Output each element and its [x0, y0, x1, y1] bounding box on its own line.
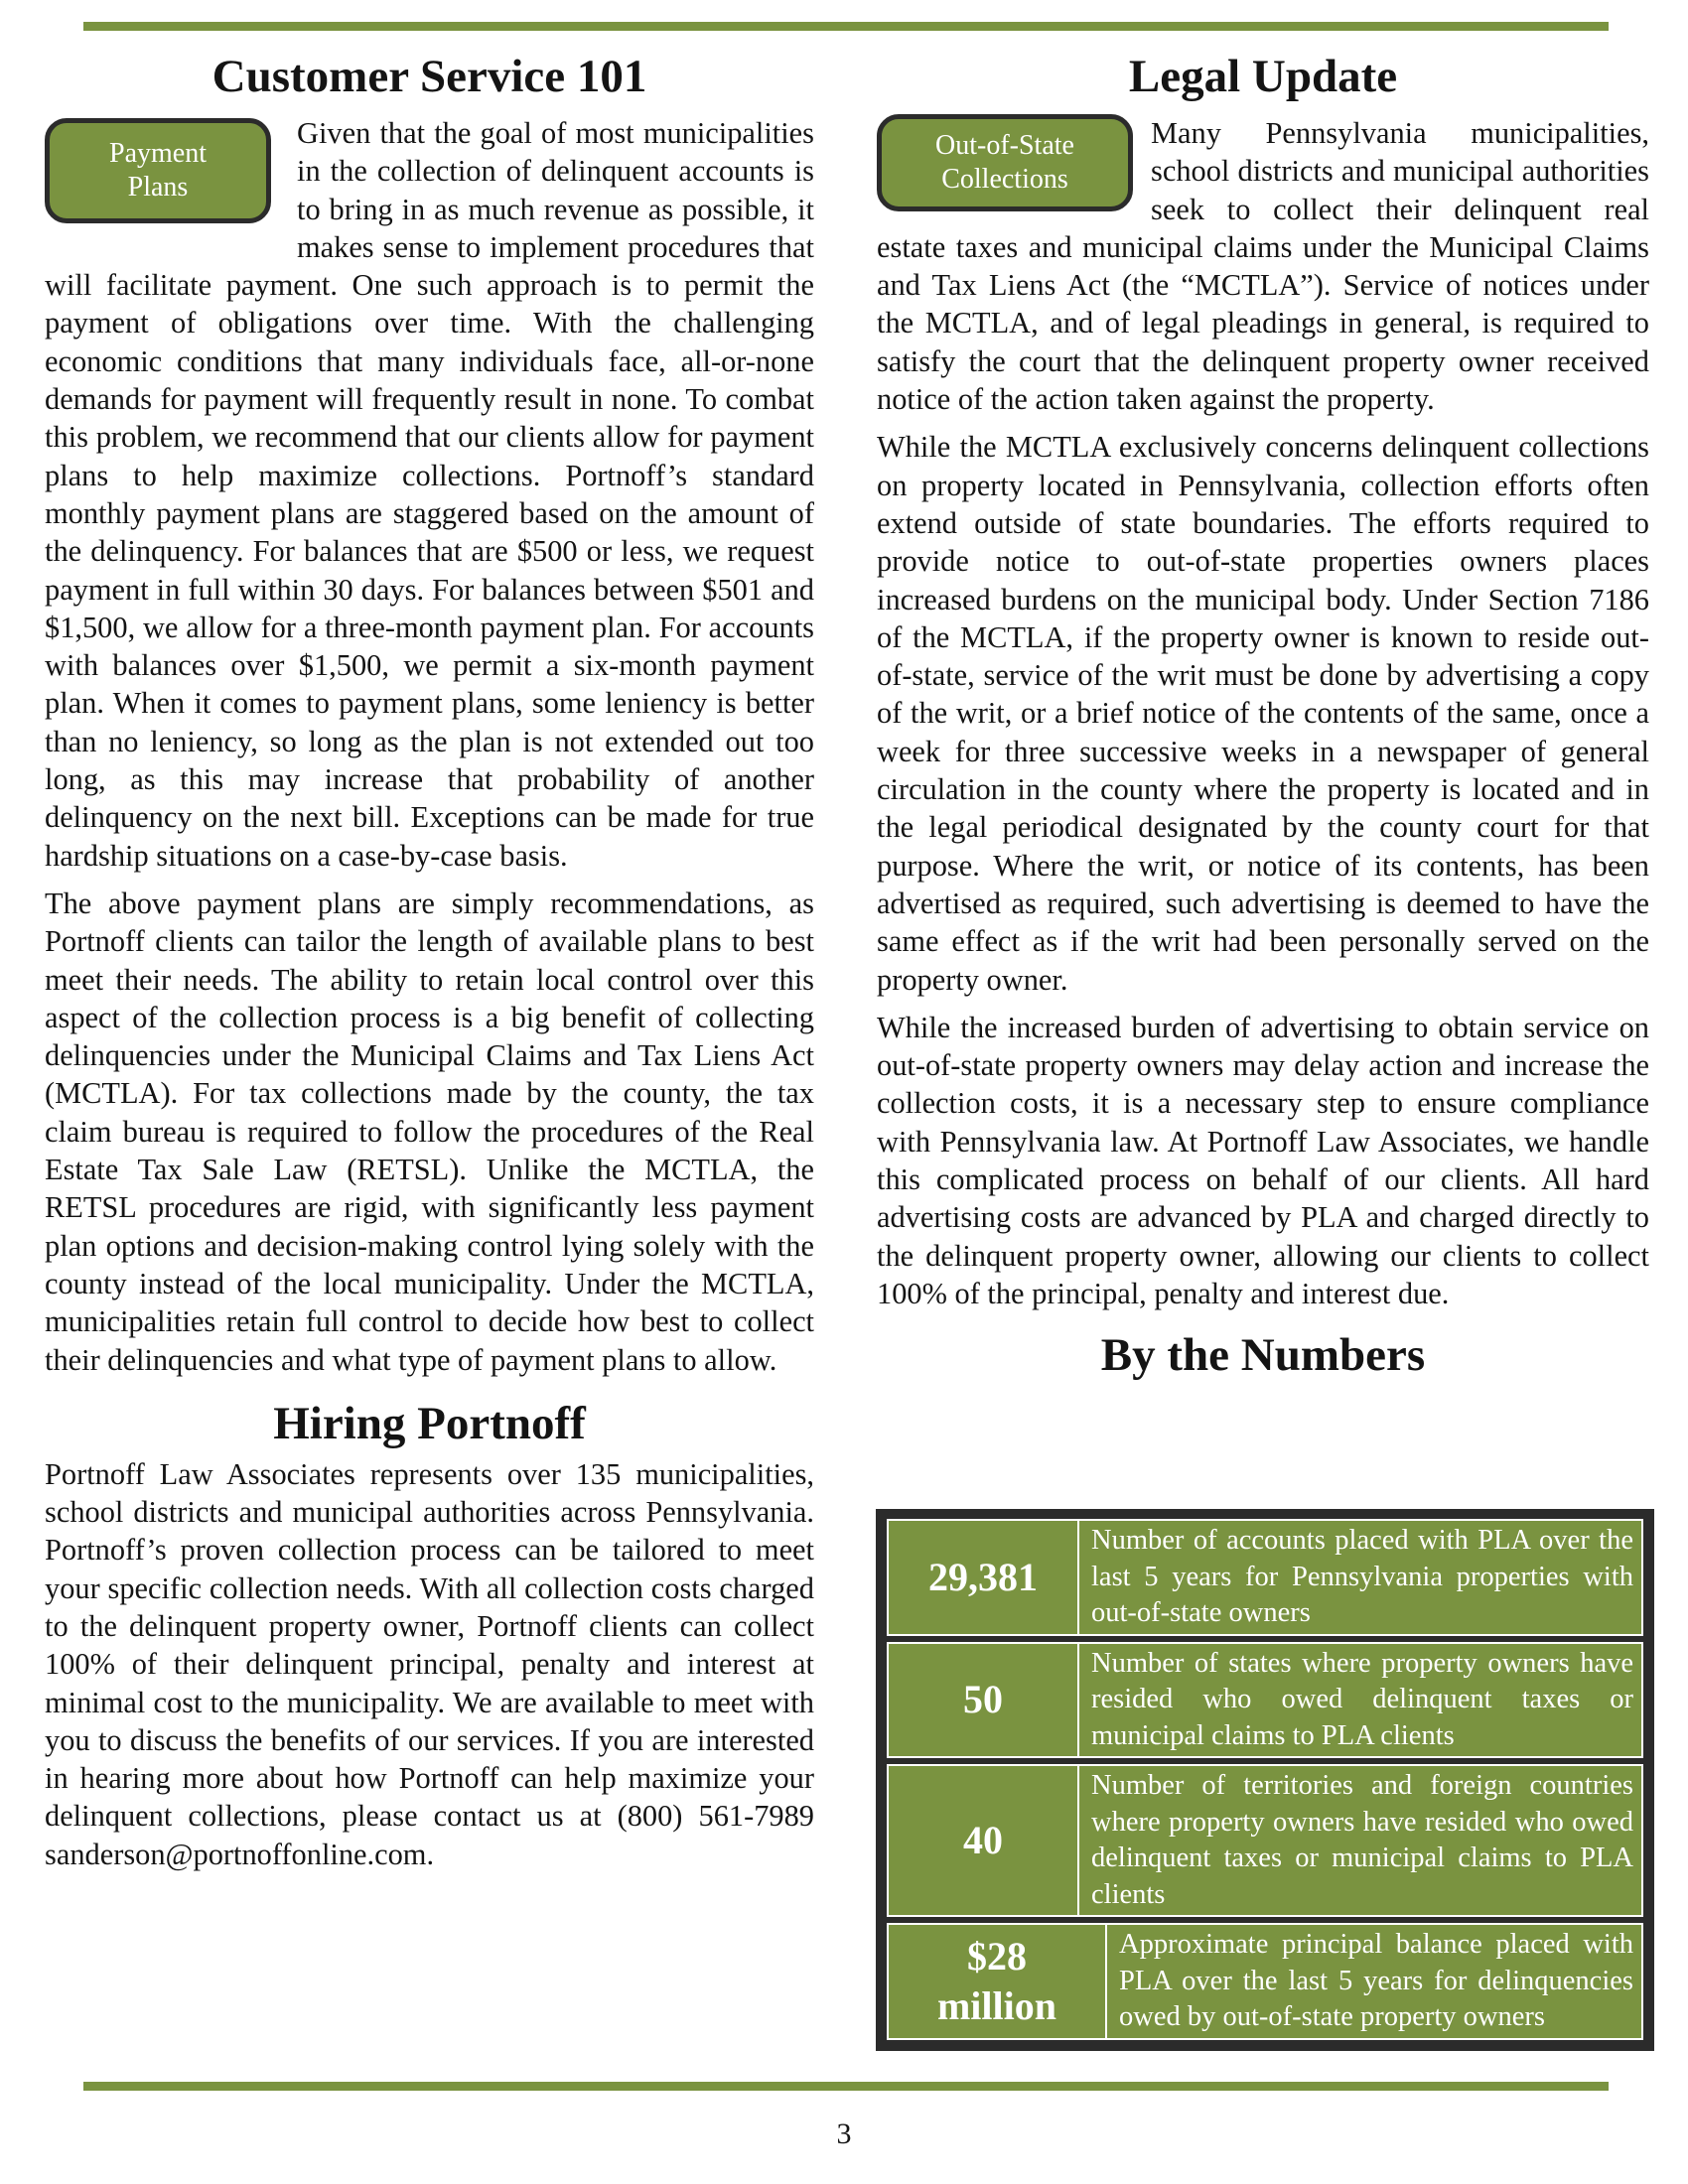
- paragraph: The above payment plans are simply recommendations, as Portnoff clients can tailor the length of available plans to best meet their needs. The ability to retain local control over this aspect of the collection process is a big benefit of collecting delinquencies under the Municipal Claims and Tax Liens Act (MCTLA). For tax collections made by the county, the tax claim bureau is required to follow the procedures of the Real Estate Tax Sale Law (RETSL). Unlike the MCTLA, the RETSL procedures are rigid, with significantly less payment plan options and decision-making control lying solely with the county instead of the local municipality. Under the MCTLA, municipalities retain full control to decide how best to collect their delinquencies and what type of payment plans to allow.: [45, 886, 814, 1377]
- number-description: Approximate principal balance placed with PLA over the last 5 years for delinquencies owed by out-of-state property owners: [1119, 1929, 1633, 2032]
- top-rule: [83, 22, 1609, 31]
- number-description: Number of accounts placed with PLA over the last 5 years for Pennsylvania properties with out-of-state owners: [1091, 1525, 1633, 1628]
- payment-plans-badge: [45, 118, 271, 223]
- paragraph: Many Pennsylvania municipalities, school districts and municipal authorities seek to collect their delinquent real estate taxes and municipal claims under the Municipal Claims and Tax Liens Act (the “MCTLA”). Service of notices under the MCTLA, and of legal pleadings in general, is required to satisfy the court that the delinquent property owner received notice of the action taken against the property.: [877, 116, 1649, 417]
- paragraph: Given that the goal of most municipalities in the collection of delinquent accounts is to bring in as much revenue as possible, it makes sense to implement procedures that will facilitate payment. One such approach is to permit the payment of obligations over time. With the challenging economic conditions that many individuals face, all-or-none demands for payment will frequently result in none. To combat this problem, we recommend that our clients allow for payment plans to help maximize collections. Portnoff’s standard monthly payment plans are staggered based on the amount of the delinquency. For balances that are $500 or less, we request payment in full within 30 days. For balances between $501 and $1,500, we allow for a three-month payment plan. For accounts with balances over $1,500, we permit a six-month payment plan. When it comes to payment plans, some leniency is better than no leniency, so long as the plan is not extended out too long, as this may increase that probability of another delinquency on the next bill. Exceptions can be made for true hardship situations on a case-by-case basis.: [45, 116, 814, 873]
- hiring-paragraph: Portnoff Law Associates represents over 135 municipalities, school districts and municipal authorities across Pennsylvania. Portnoff’s proven collection process can be tailored to meet your specific collection needs. With all collection costs charged to the delinquent property owner, Portnoff clients can collect 100% of their delinquent principal, penalty and interest at minimal cost to the municipality. We are available to meet with you to discuss the benefits of our services. If you are interested in hearing more about how Portnoff can help maximize your delinquent collections, please contact us at (800) 561-7989 sanderson@portnoffonline.com.: [45, 1456, 814, 1871]
- hiring-portnoff-title: Hiring Portnoff: [273, 1397, 586, 1449]
- badge-line-1: Payment: [109, 138, 207, 169]
- numbers-row: [887, 1764, 1643, 1917]
- numbers-row: [887, 1642, 1643, 1759]
- badge-line-2: Plans: [127, 172, 189, 203]
- customer-service-column: [45, 46, 814, 1883]
- number-value: $28 million: [889, 1925, 1107, 2038]
- number-description: Number of states where property owners have resided who owed delinquent taxes or municipal claims to PLA clients: [1091, 1647, 1633, 1751]
- badge-line-1: Out-of-State: [935, 130, 1074, 161]
- out-of-state-badge: [877, 114, 1133, 211]
- page-number: 3: [836, 2117, 852, 2150]
- legal-update-column: [877, 46, 1649, 1393]
- number-value: 40: [889, 1766, 1079, 1915]
- legal-update-title: Legal Update: [1128, 51, 1398, 102]
- number-description: Number of territories and foreign countries where property owners have resided who owed delinquent taxes or municipal claims to PLA clients: [1091, 1770, 1633, 1910]
- by-the-numbers-title: By the Numbers: [1100, 1329, 1426, 1382]
- paragraph: While the MCTLA exclusively concerns delinquent collections on property located in Pennsylvania, collection efforts often extend outside of state boundaries. The efforts required to provide notice to out-of-state properties owners places increased burdens on the municipal body. Under Section 7186 of the MCTLA, if the property owner is known to reside out-of-state, service of the writ must be done by advertising a copy of the writ, or a brief notice of the contents of the same, once a week for three successive weeks in a newspaper of general circulation in the county where the property is located and in the legal periodical designated by the county court for that purpose. Where the writ, or notice of its contents, has been advertised as required, such advertising is deemed to have the same effect as if the writ had been personally served on the property owner.: [877, 430, 1649, 997]
- numbers-row: [887, 1923, 1643, 2040]
- paragraph: While the increased burden of advertising to obtain service on out-of-state property owners may delay action and increase the collection costs, it is a necessary step to ensure compliance with Pennsylvania law. At Portnoff Law Associates, we handle this complicated process on behalf of our clients. All hard advertising costs are advanced by PLA and charged directly to the delinquent property owner, allowing our clients to collect 100% of the principal, penalty and interest due.: [877, 1010, 1649, 1310]
- badge-line-2: Collections: [941, 164, 1068, 195]
- numbers-row: [887, 1519, 1643, 1636]
- bottom-rule: [83, 2082, 1609, 2091]
- number-value: 29,381: [889, 1521, 1079, 1634]
- number-value: 50: [889, 1644, 1079, 1757]
- customer-service-title: Customer Service 101: [211, 51, 647, 102]
- numbers-table: [876, 1509, 1654, 2051]
